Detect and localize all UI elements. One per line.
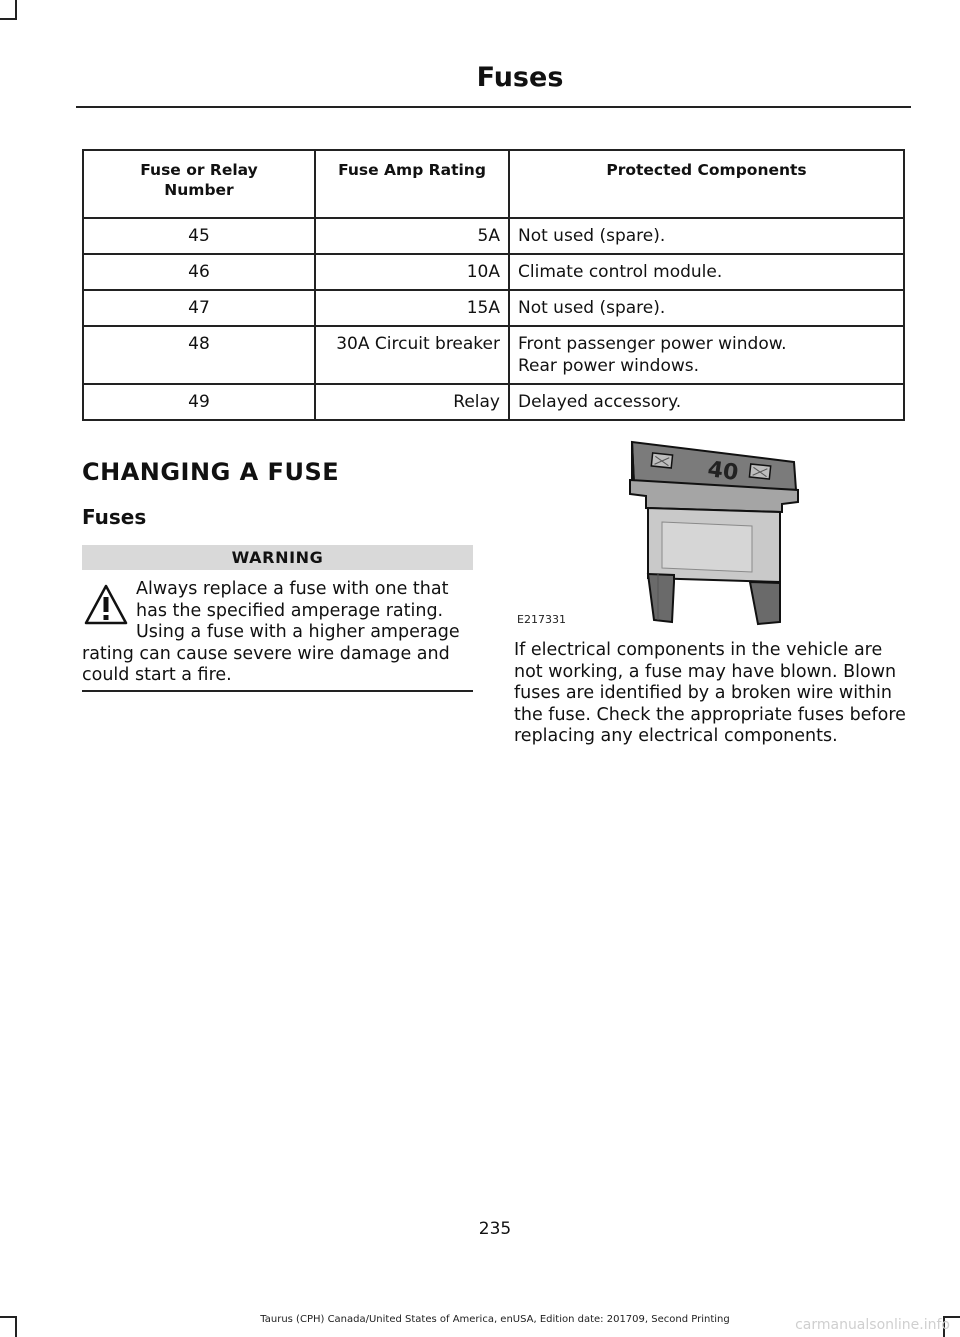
warning-heading: WARNING	[82, 545, 473, 570]
table-row	[83, 218, 904, 254]
fuse-components	[509, 384, 904, 420]
fuse-components	[509, 290, 904, 326]
component-line: Rear power windows.	[518, 356, 700, 376]
component-line: Climate control module.	[518, 262, 723, 282]
fuse-components	[509, 326, 904, 384]
table-header-row	[83, 150, 904, 218]
fuse-amp-label: 40	[706, 457, 740, 487]
fuse-rating: 15A	[315, 290, 509, 326]
component-line: Delayed accessory.	[518, 392, 682, 412]
fuse-number: 49	[83, 384, 315, 420]
warning-text: Always replace a fuse with one that has the specified amperage rating. Using a fuse with a higher amperage rating can cause severe wire damage and could start a fire.	[82, 579, 460, 685]
fuse-number: 48	[83, 326, 315, 384]
table-row	[83, 384, 904, 420]
footer-edition-text: Taurus (CPH) Canada/United States of America, enUSA, Edition date: 201709, Second Printing	[260, 1314, 730, 1325]
fuse-number: 45	[83, 218, 315, 254]
table-row	[83, 254, 904, 290]
figure-code: E217331	[517, 613, 566, 626]
fuse-rating: Relay	[315, 384, 509, 420]
crop-mark	[15, 0, 17, 20]
fuse-number: 46	[83, 254, 315, 290]
column-header-rating: Fuse Amp Rating	[315, 150, 509, 218]
warning-box	[82, 545, 473, 687]
warning-body	[82, 579, 473, 687]
component-line: Not used (spare).	[518, 226, 666, 246]
section-title: CHANGING A FUSE	[82, 458, 340, 486]
fuse-rating: 5A	[315, 218, 509, 254]
fuse-number: 47	[83, 290, 315, 326]
column-header-number: Fuse or Relay Number	[83, 150, 315, 218]
column-header-components: Protected Components	[509, 150, 904, 218]
component-line: Not used (spare).	[518, 298, 666, 318]
table-row	[83, 290, 904, 326]
table-row	[83, 326, 904, 384]
page-title: Fuses	[476, 62, 564, 93]
fuse-components	[509, 254, 904, 290]
header-divider	[76, 106, 911, 108]
subsection-title: Fuses	[82, 505, 147, 529]
fuse-table	[82, 149, 905, 421]
fuse-components	[509, 218, 904, 254]
crop-mark	[0, 18, 17, 20]
fuse-illustration	[512, 432, 802, 632]
warning-divider	[82, 690, 473, 692]
component-line: Front passenger power window.	[518, 334, 787, 354]
page-number: 235	[478, 1219, 512, 1239]
watermark-text: carmanualsonline.info	[795, 1317, 950, 1333]
fuse-rating: 30A Circuit breaker	[315, 326, 509, 384]
fuse-rating: 10A	[315, 254, 509, 290]
body-paragraph: If electrical components in the vehicle are not working, a fuse may have blown. Blown fuses are identified by a broken wire within the fuse. Check the appropriate fuses before replacing any electrical components.	[514, 640, 906, 746]
warning-triangle-icon	[84, 583, 128, 627]
